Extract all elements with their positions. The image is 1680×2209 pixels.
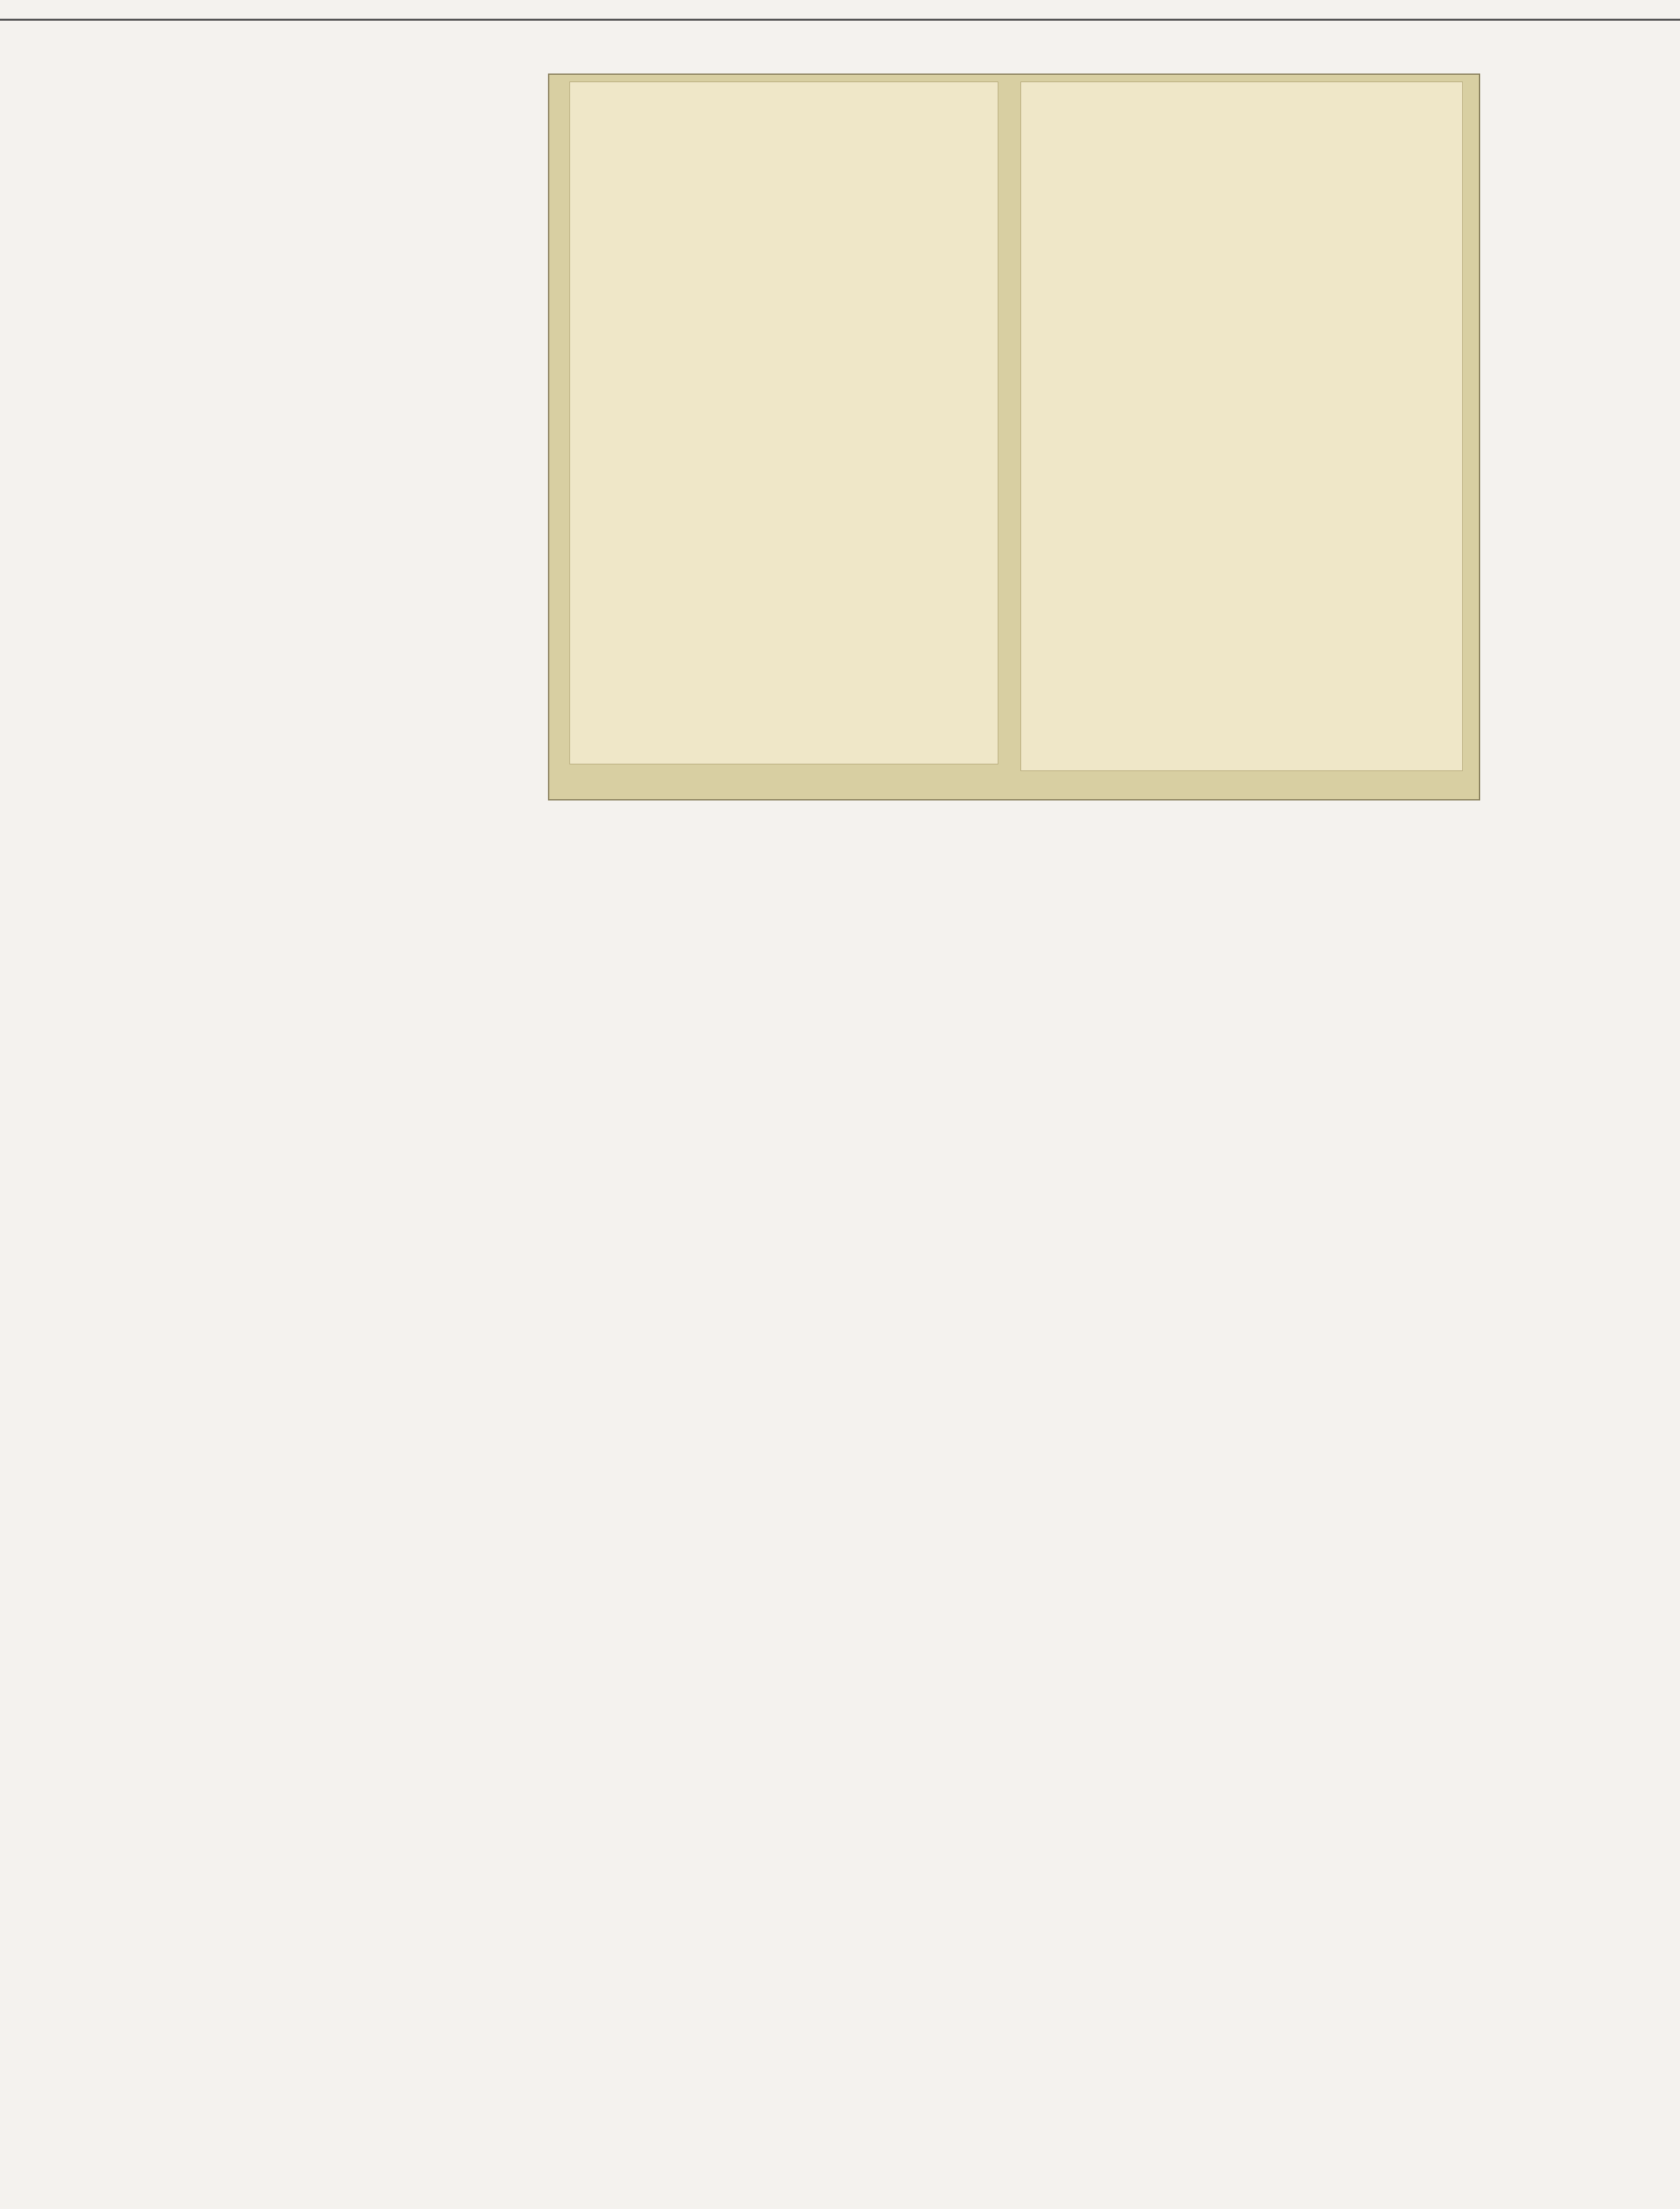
certificate-sheet-left — [569, 82, 998, 764]
running-header — [0, 0, 1680, 19]
certificate-sheet-right — [1020, 82, 1463, 771]
header-rule — [0, 19, 1680, 21]
certificate-photo — [548, 73, 1480, 800]
